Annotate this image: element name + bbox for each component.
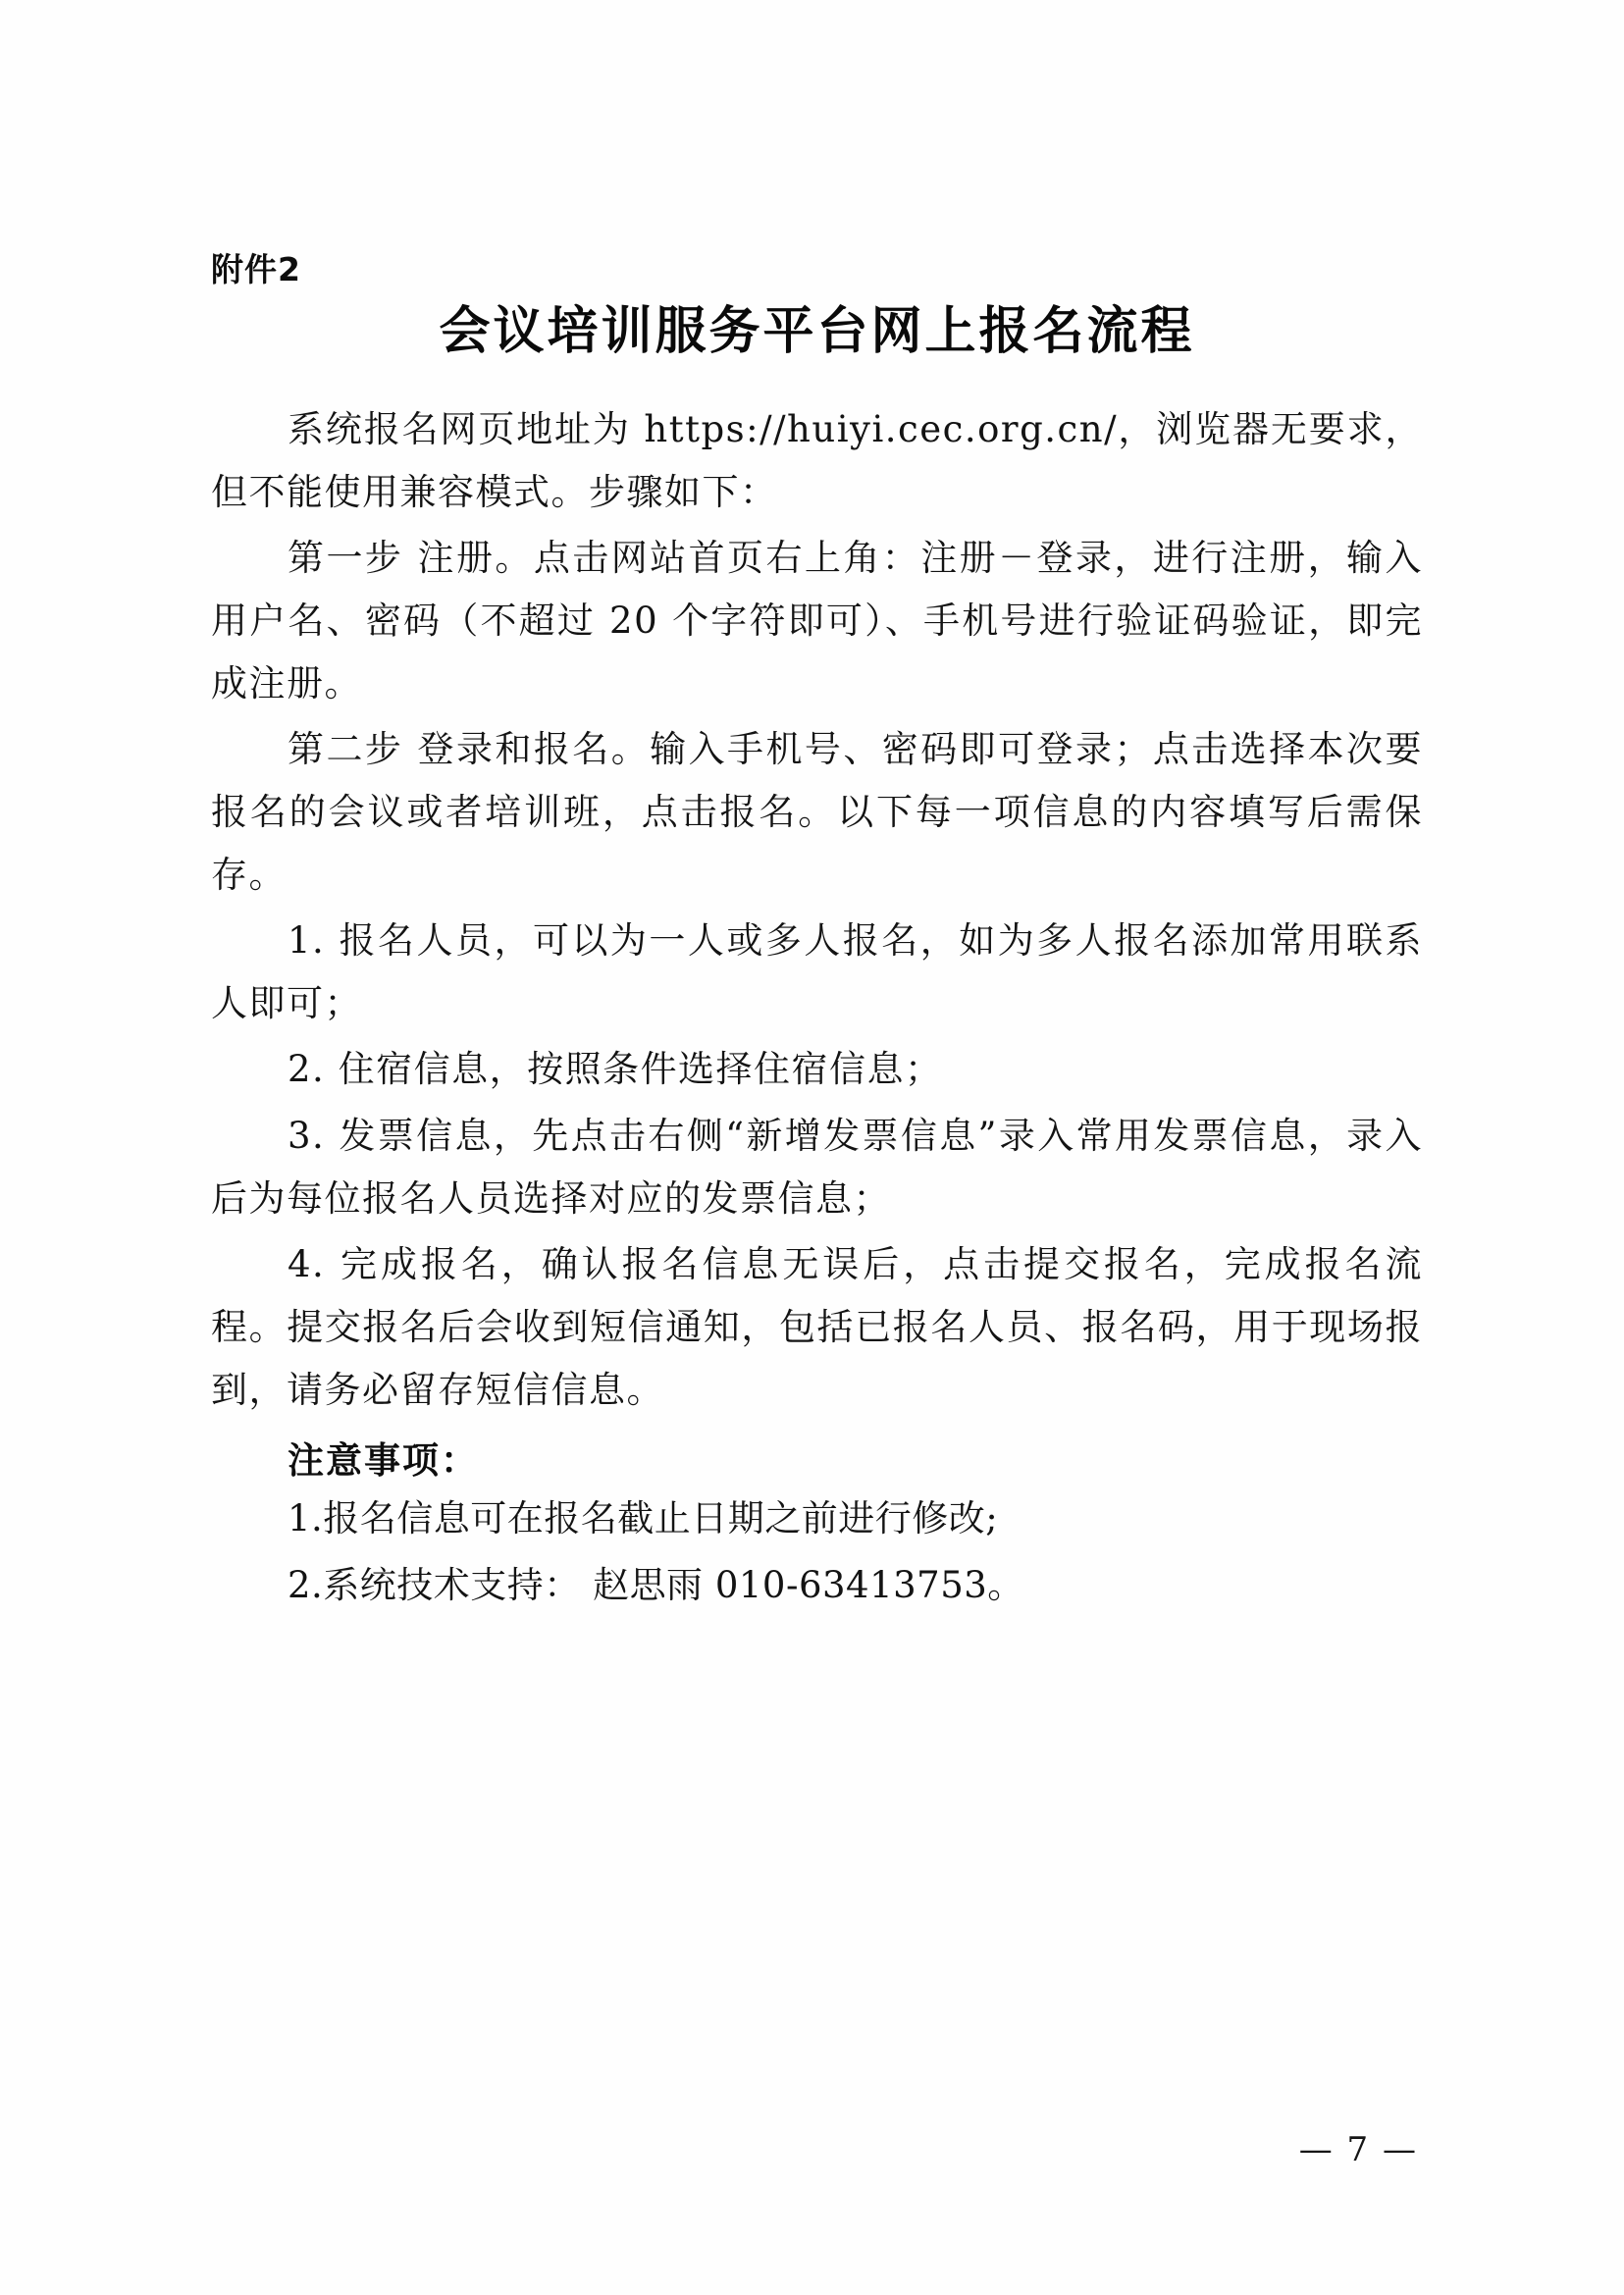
paragraph-item-2: 2. 住宿信息，按照条件选择住宿信息； xyxy=(288,1048,943,1091)
paragraph-step-two: 第二步 登录和报名。输入手机号、密码即可登录；点击选择本次要报名的会议或者培训班，点击报名。以下每一项信息的内容填写后需保存。 xyxy=(211,728,1423,896)
paragraph-item-3: 3. 发票信息，先点击右侧“新增发票信息”录入常用发票信息，录入后为每位报名人员选择对应的发票信息； xyxy=(211,1115,1423,1220)
paragraph-step-one: 第一步 注册。点击网站首页右上角：注册－登录，进行注册，输入用户名、密码（不超过 20 个字符即可）、手机号进行验证码验证，即完成注册。 xyxy=(211,537,1423,704)
page-number: — 7 — xyxy=(1298,2130,1418,2169)
paragraph-item-1: 1. 报名人员，可以为一人或多人报名，如为多人报名添加常用联系人即可； xyxy=(211,919,1423,1024)
notice-heading: 注意事项： xyxy=(288,1439,479,1483)
paragraph-intro: 系统报名网页地址为 https://huiyi.cec.org.cn/，浏览器无要求，但不能使用兼容模式。步骤如下： xyxy=(211,408,1423,513)
paragraph-item-4: 4. 完成报名，确认报名信息无误后，点击提交报名，完成报名流程。提交报名后会收到短信通知，包括已报名人员、报名码，用于现场报到，请务必留存短信信息。 xyxy=(211,1243,1423,1411)
notice-item-2: 2.系统技术支持： 赵思雨 010-63413753。 xyxy=(288,1563,1024,1606)
page-title: 会议培训服务平台网上报名流程 xyxy=(439,301,1195,361)
document-body xyxy=(211,250,1423,1620)
notice-item-1: 1.报名信息可在报名截止日期之前进行修改; xyxy=(288,1497,999,1540)
attachment-label: 附件2 xyxy=(211,250,301,288)
